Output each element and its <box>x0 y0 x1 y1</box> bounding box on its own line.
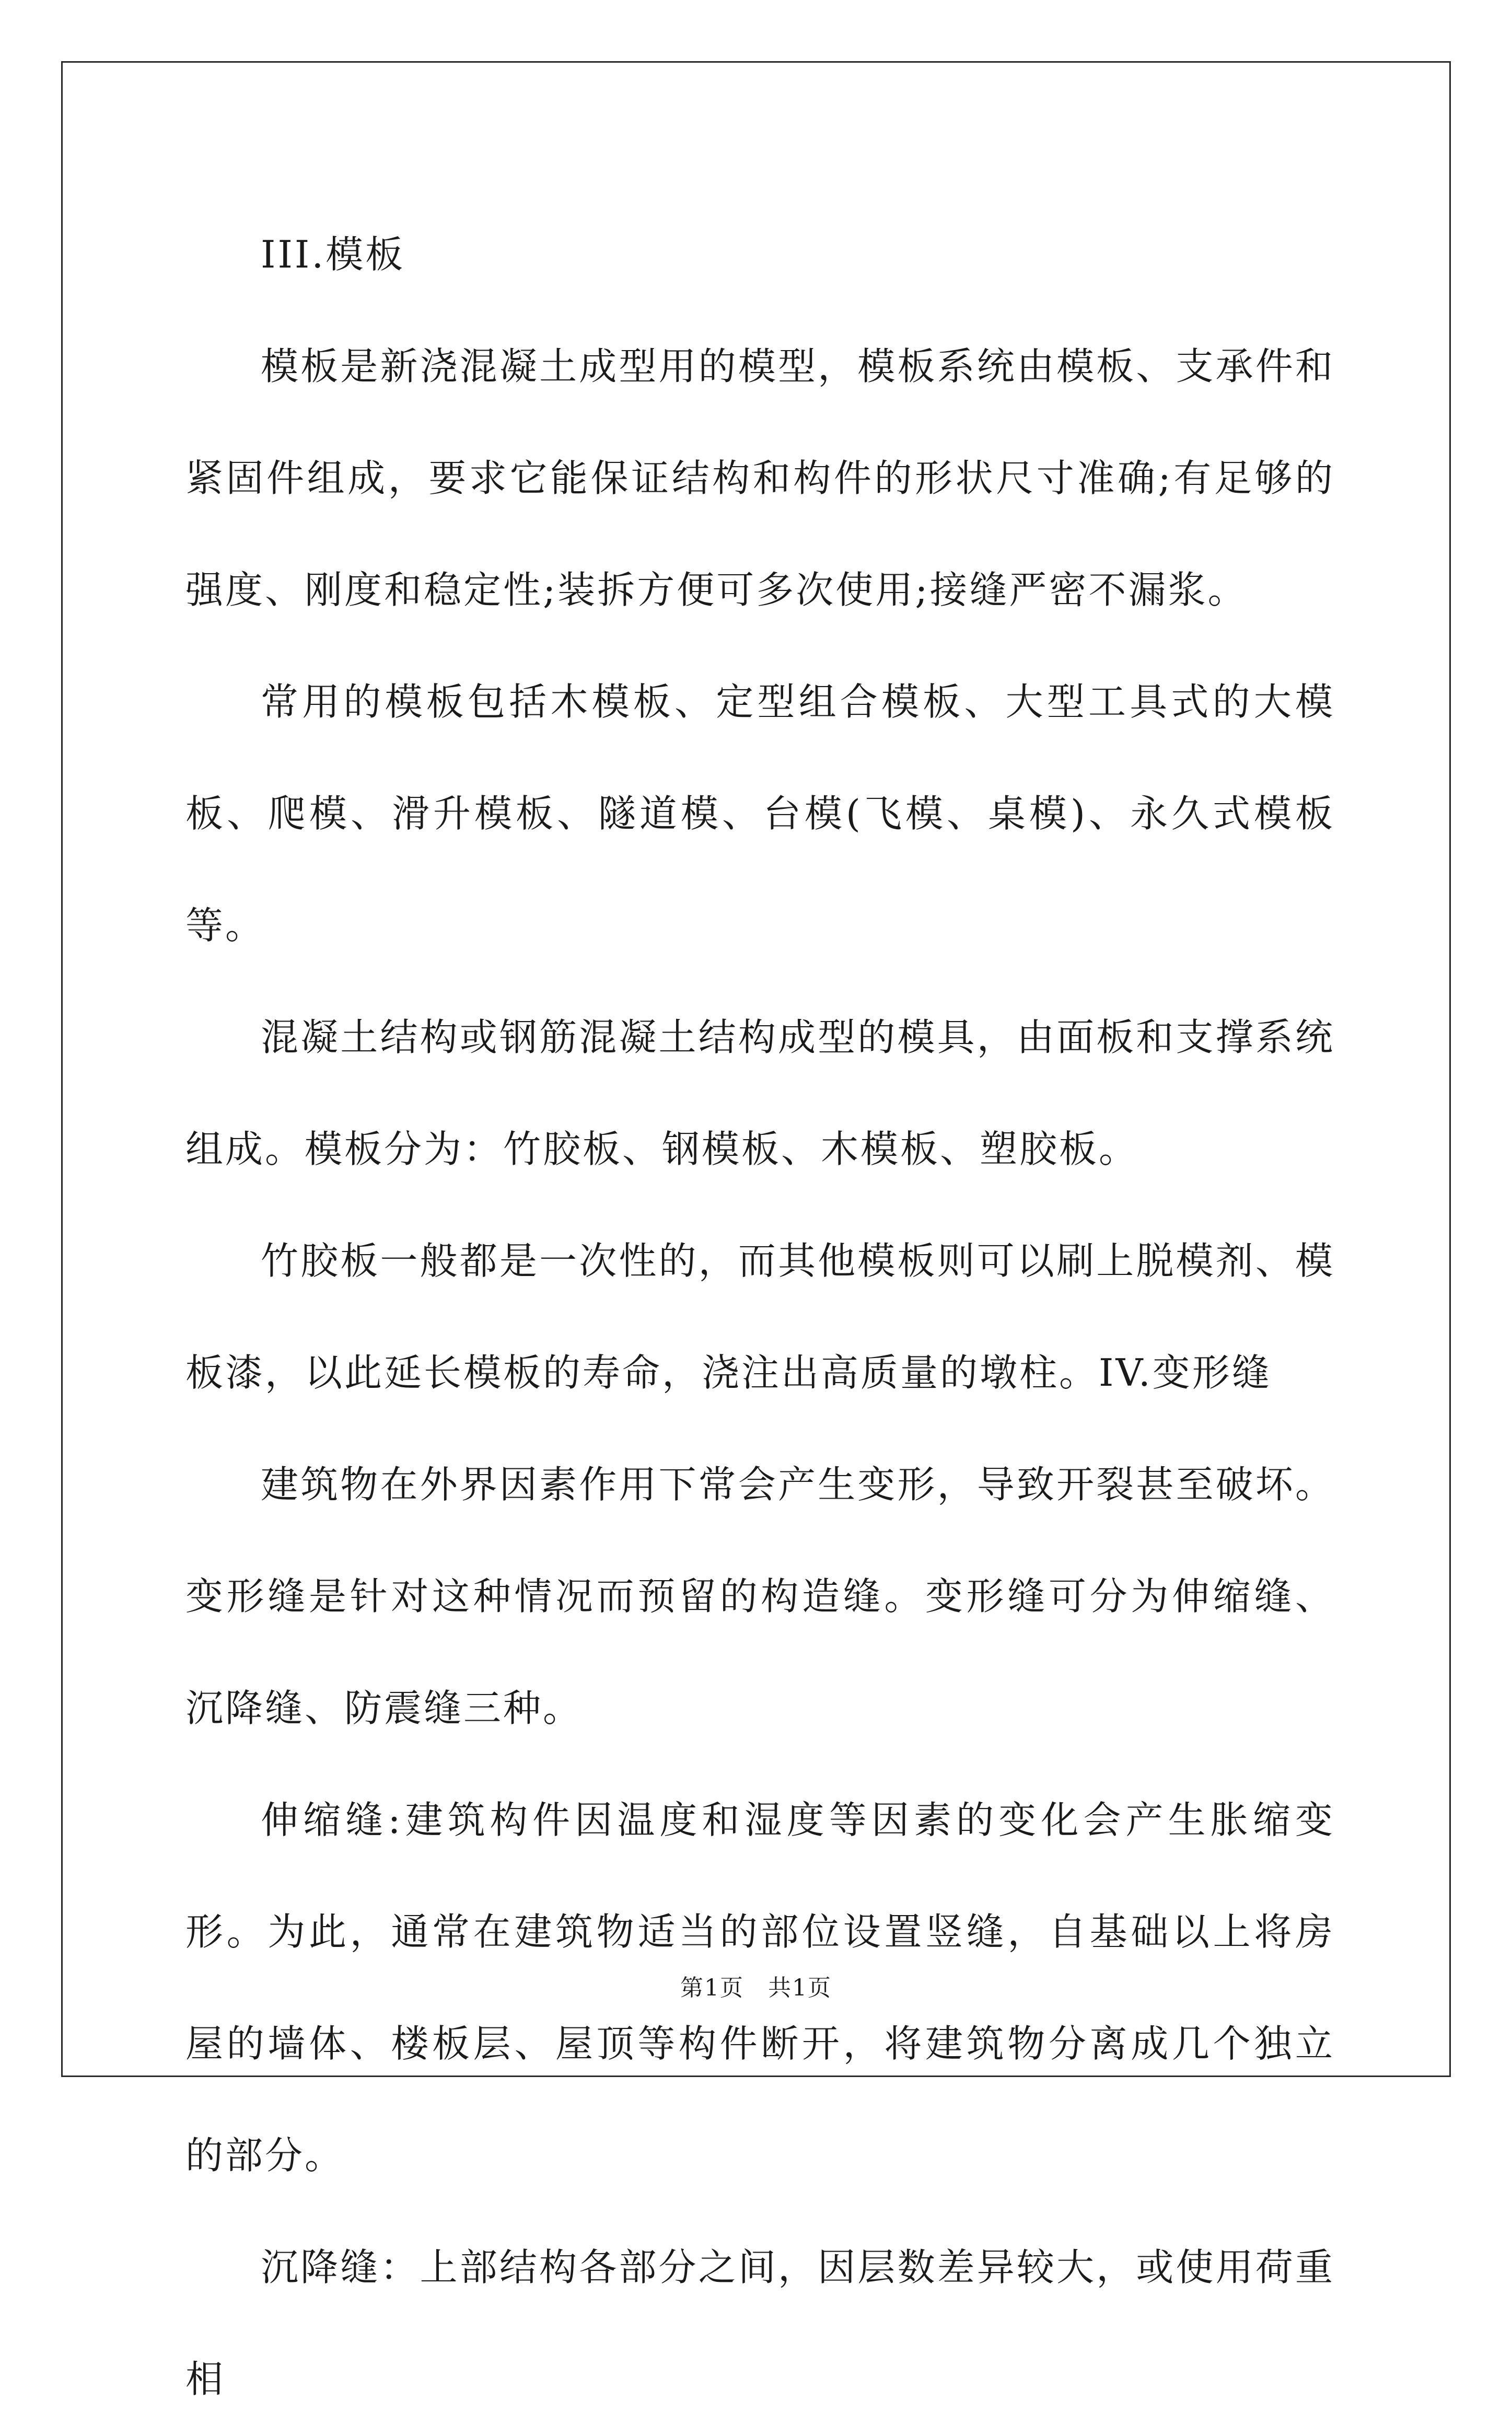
paragraph-settlement-joint: 沉降缝：上部结构各部分之间，因层数差异较大，或使用荷重相 <box>185 2245 1335 2401</box>
page-footer: 第1页 共1页 <box>680 1975 832 2001</box>
document-body <box>185 199 1335 2435</box>
paragraph-formwork-definition: 模板是新浇混凝土成型用的模型，模板系统由模板、支承件和紧固件组成，要求它能保证结构和构件的形状尺寸准确;有足够的强度、刚度和稳定性;装拆方便可多次使用;接缝严密不漏浆。 <box>185 344 1335 612</box>
paragraph-formwork-types: 常用的模板包括木模板、定型组合模板、大型工具式的大模板、爬模、滑升模板、隧道模、台模(飞模、桌模)、永久式模板等。 <box>185 680 1335 947</box>
paragraph-formwork-materials: 混凝土结构或钢筋混凝土结构成型的模具，由面板和支撑系统组成。模板分为：竹胶板、钢模板、木模板、塑胶板。 <box>185 1015 1335 1171</box>
paragraph-deformation-joints: 建筑物在外界因素作用下常会产生变形，导致开裂甚至破坏。变形缝是针对这种情况而预留的构造缝。变形缝可分为伸缩缝、沉降缝、防震缝三种。 <box>185 1463 1335 1730</box>
section-heading-iii: III.模板 <box>261 233 405 276</box>
paragraph-bamboo-plywood: 竹胶板一般都是一次性的，而其他模板则可以刷上脱模剂、模板漆，以此延长模板的寿命，浇注出高质量的墩柱。IV.变形缝 <box>185 1239 1335 1395</box>
paragraph-expansion-joint: 伸缩缝:建筑构件因温度和湿度等因素的变化会产生胀缩变形。为此，通常在建筑物适当的部位设置竖缝，自基础以上将房屋的墙体、楼板层、屋顶等构件断开，将建筑物分离成几个独立的部分。 <box>185 1798 1335 2177</box>
